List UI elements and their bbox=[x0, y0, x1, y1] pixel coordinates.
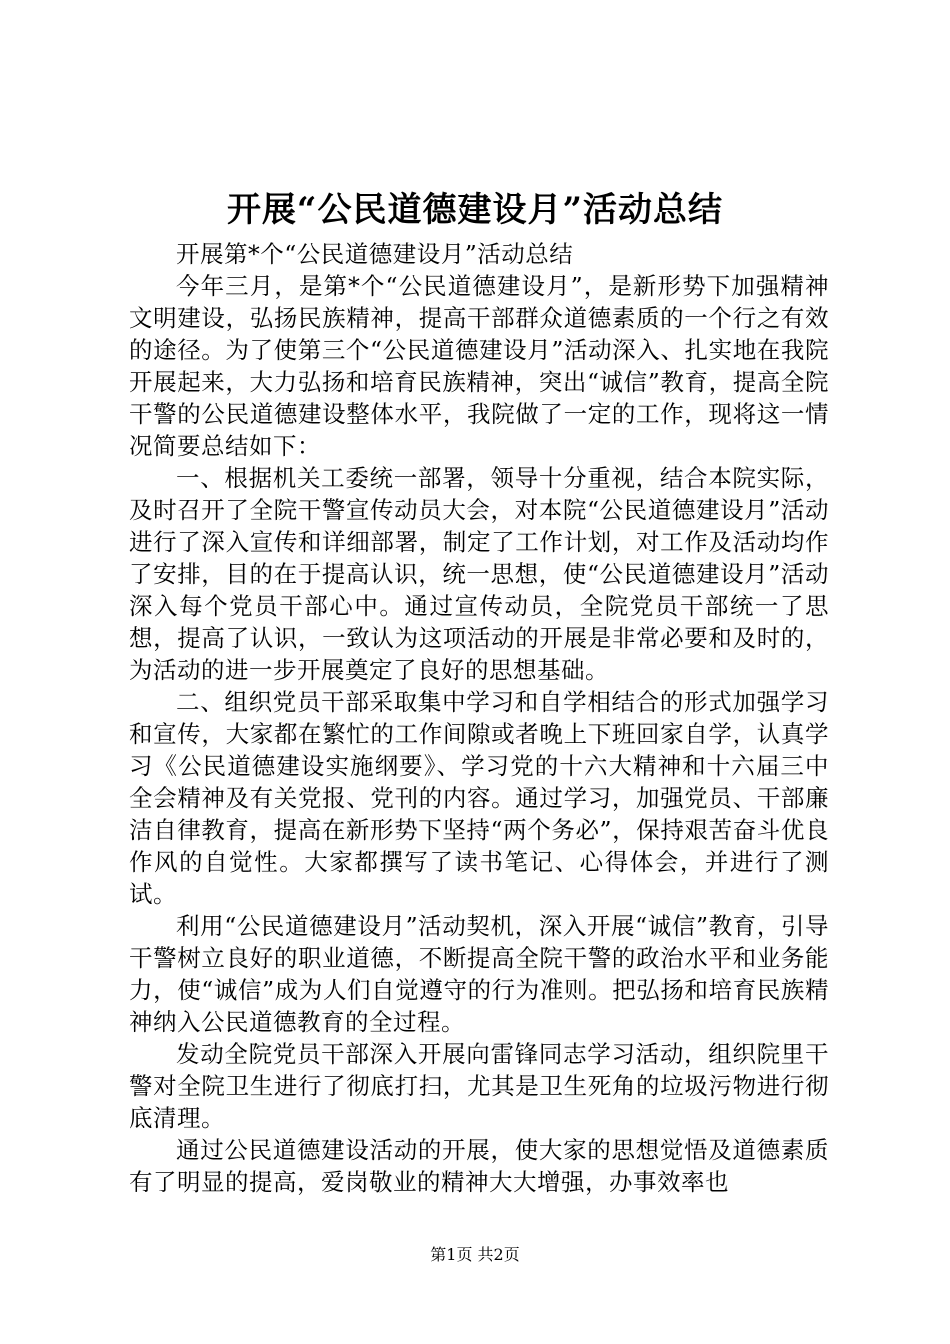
paragraph-lei-feng-activity: 发动全院党员干部深入开展向雷锋同志学习活动，组织院里干警对全院卫生进行了彻底打扫，尤其是卫生死角的垃圾污物进行彻底清理。 bbox=[129, 1040, 829, 1132]
paragraph-intro: 今年三月，是第*个“公民道德建设月”，是新形势下加强精神文明建设，弘扬民族精神，提高干部群众道德素质的一个行之有效的途径。为了使第三个“公民道德建设月”活动深入、扎实地在我院开展起来，大力弘扬和培育民族精神，突出“诚信”教育，提高全院干警的公民道德建设整体水平，我院做了一定的工作，现将这一情况简要总结如下： bbox=[129, 272, 829, 460]
document-body bbox=[129, 238, 829, 1198]
paragraph-subtitle: 开展第*个“公民道德建设月”活动总结 bbox=[176, 240, 574, 268]
paragraph-results: 通过公民道德建设活动的开展，使大家的思想觉悟及道德素质有了明显的提高，爱岗敬业的精神大大增强，办事效率也 bbox=[129, 1136, 829, 1196]
paragraph-integrity-education: 利用“公民道德建设月”活动契机，深入开展“诚信”教育，引导干警树立良好的职业道德，不断提高全院干警的政治水平和业务能力，使“诚信”成为人们自觉遵守的行为准则。把弘扬和培育民族精神纳入公民道德教育的全过程。 bbox=[129, 912, 829, 1036]
paragraph-section-1: 一、根据机关工委统一部署，领导十分重视，结合本院实际，及时召开了全院干警宣传动员大会，对本院“公民道德建设月”活动进行了深入宣传和详细部署，制定了工作计划，对工作及活动均作了安排，目的在于提高认识，统一思想，使“公民道德建设月”活动深入每个党员干部心中。通过宣传动员，全院党员干部统一了思想，提高了认识，一致认为这项活动的开展是非常必要和及时的，为活动的进一步开展奠定了良好的思想基础。 bbox=[129, 464, 829, 684]
document-title: 开展“公民道德建设月”活动总结 bbox=[226, 190, 724, 230]
page-number-footer: 第1页 共2页 bbox=[430, 1245, 520, 1264]
paragraph-section-2: 二、组织党员干部采取集中学习和自学相结合的形式加强学习和宣传，大家都在繁忙的工作间隙或者晚上下班回家自学，认真学习《公民道德建设实施纲要》、学习党的十六大精神和十六届三中全会精神及有关党报、党刊的内容。通过学习，加强党员、干部廉洁自律教育，提高在新形势下坚持“两个务必”，保持艰苦奋斗优良作风的自觉性。大家都撰写了读书笔记、心得体会，并进行了测试。 bbox=[129, 688, 829, 908]
